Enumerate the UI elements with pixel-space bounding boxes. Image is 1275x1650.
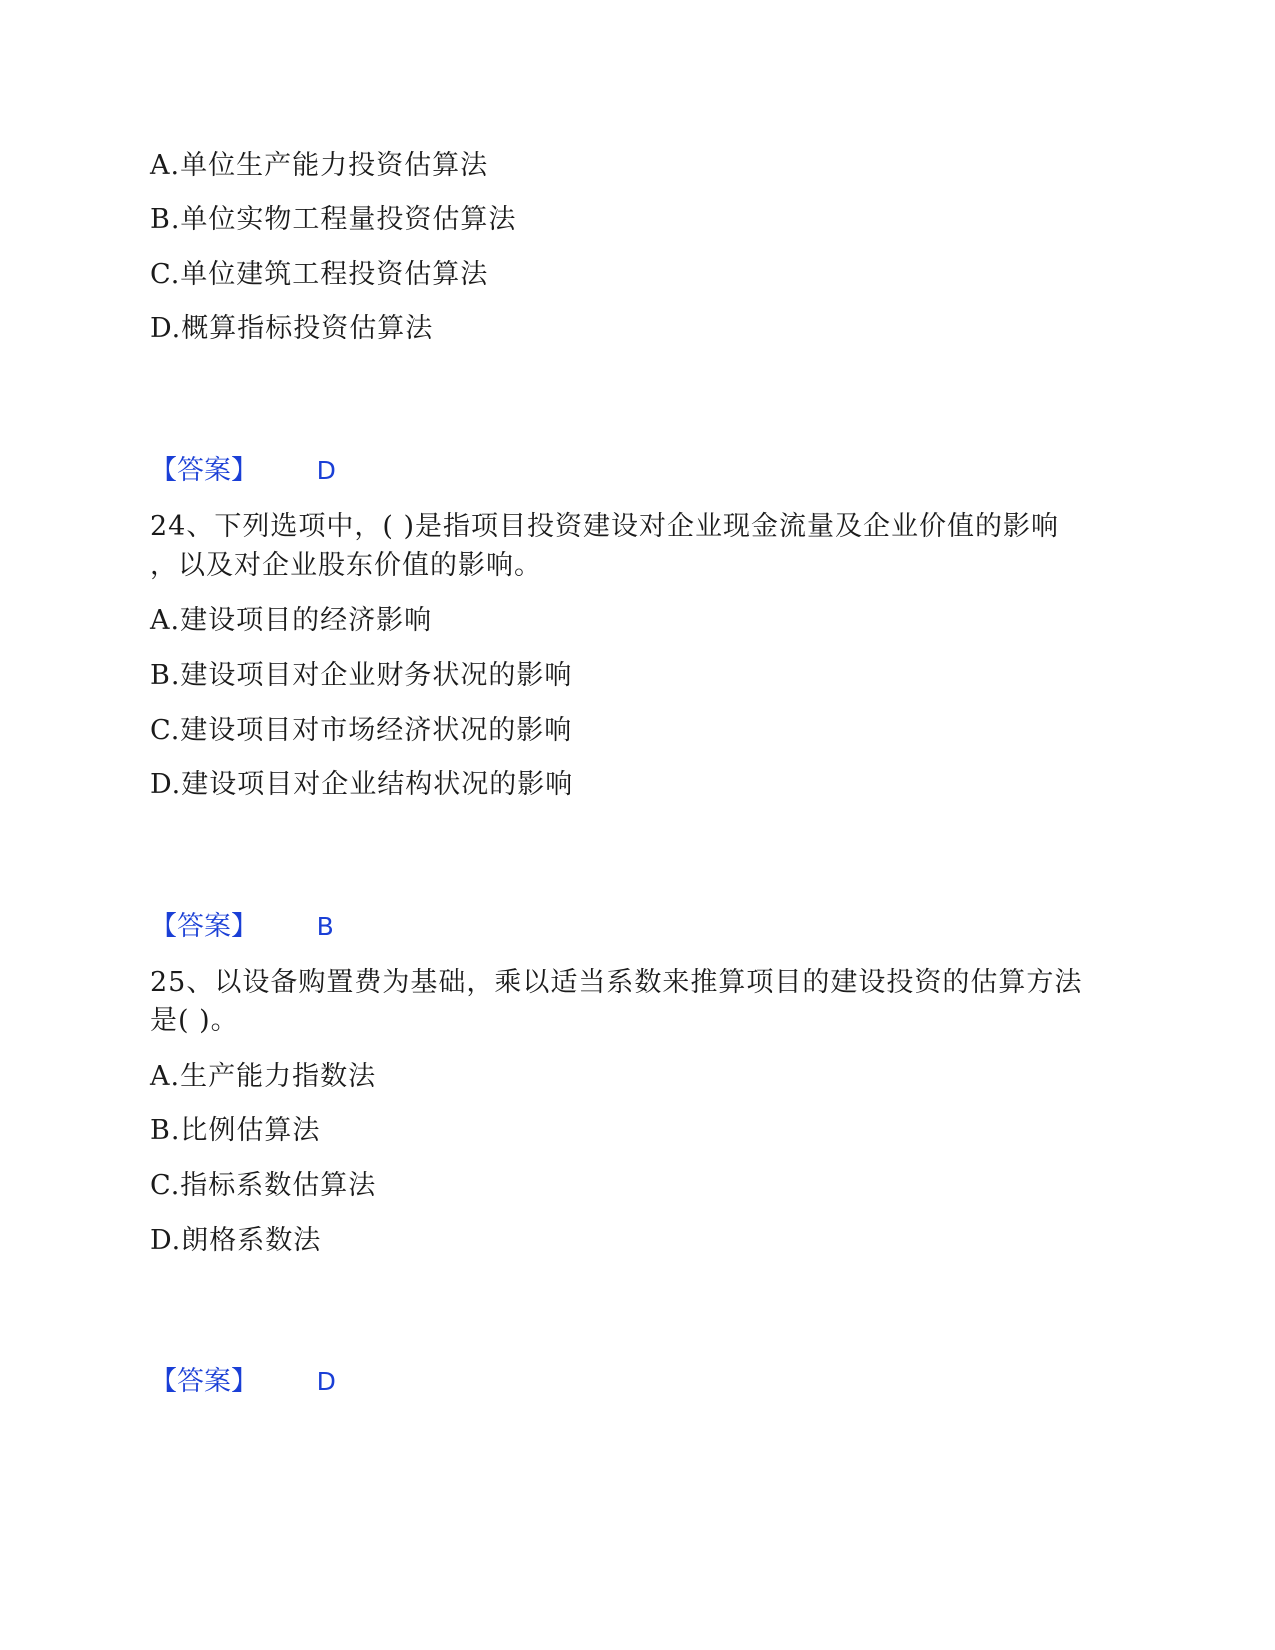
q25-answer (150, 1364, 336, 1400)
q24-stem-line1: 24、下列选项中，( )是指项目投资建设对企业现金流量及企业价值的影响 (150, 511, 1060, 542)
q23-option-d: D.概算指标投资估算法 (150, 313, 434, 344)
q25-option-c: C.指标系数估算法 (150, 1170, 377, 1201)
answer-label: 【答案】 (150, 455, 258, 486)
q23-option-c: C.单位建筑工程投资估算法 (150, 259, 489, 290)
q25-option-d: D.朗格系数法 (150, 1225, 322, 1256)
answer-label: 【答案】 (150, 1366, 258, 1397)
q24-option-b: B.建设项目对企业财务状况的影响 (150, 660, 573, 691)
answer-value: D (316, 1367, 336, 1396)
q23-option-a: A.单位生产能力投资估算法 (150, 150, 489, 181)
q24-option-c: C.建设项目对市场经济状况的影响 (150, 715, 573, 746)
answer-label: 【答案】 (150, 911, 258, 942)
q25-option-a: A.生产能力指数法 (150, 1061, 377, 1092)
answer-value: B (316, 912, 334, 941)
q25-option-b: B.比例估算法 (150, 1115, 321, 1146)
q23-answer (150, 453, 336, 489)
q24-option-d: D.建设项目对企业结构状况的影响 (150, 769, 574, 800)
q24-option-a: A.建设项目的经济影响 (150, 605, 433, 636)
answer-value: D (316, 456, 336, 485)
q25-stem-line1: 25、以设备购置费为基础，乘以适当系数来推算项目的建设投资的估算方法 (150, 967, 1083, 998)
q24-stem-line2: ，以及对企业股东价值的影响。 (150, 550, 542, 581)
q25-stem-line2: 是( )。 (150, 1005, 239, 1036)
q24-answer (150, 909, 334, 945)
q23-option-b: B.单位实物工程量投资估算法 (150, 204, 517, 235)
